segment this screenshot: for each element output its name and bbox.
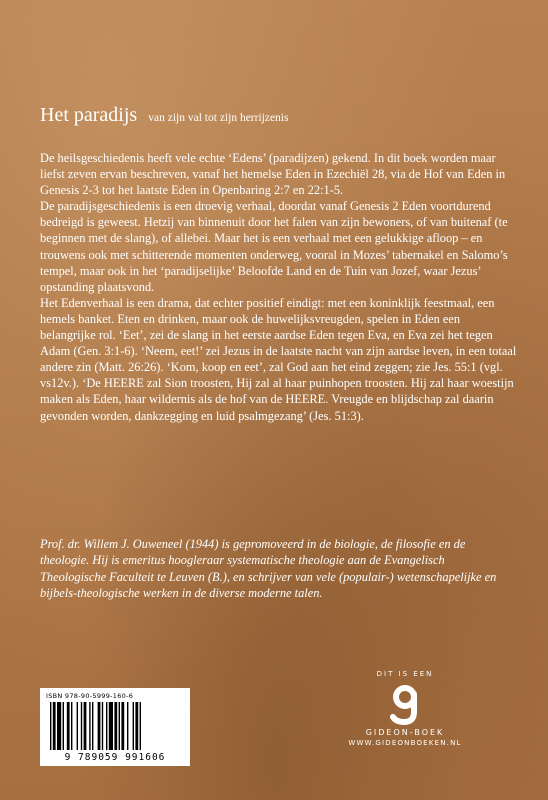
book-subtitle: van zijn val tot zijn herrijzenis bbox=[148, 112, 289, 124]
barcode-bars bbox=[50, 702, 180, 750]
author-bio: Prof. dr. Willem J. Ouweneel (1944) is gepromoveerd in de biologie, de filosofie en de theologie. Hij is emeritus hoogleraar systematische theologie aan de Evangelisch Theologische Faculteit te Leuven (B.), en schrijver van vele (populair-) wetenschapelijke en bijbels-theologische werken in de diverse moderne talen. bbox=[40, 537, 497, 601]
publisher-tagline: DIT IS EEN bbox=[376, 670, 434, 678]
publisher-block bbox=[330, 670, 480, 747]
publisher-url: WWW.GIDEONBOEKEN.NL bbox=[348, 739, 462, 747]
title-row bbox=[40, 104, 288, 127]
isbn-label: ISBN 978-90-5999-160-6 bbox=[46, 692, 134, 700]
isbn-digits: 9 789059 991606 bbox=[64, 752, 166, 763]
blurb-paragraph-1: De heilsgeschiedenis heeft vele echte ‘Edens’ (paradijzen) gekend. In dit boek worden maar liefst zeven ervan beschreven, vanaf het hemelse Eden in Ezechiël 28, via de Hof van Eden in Genesis 2-3 tot het laatste Eden in Openbaring 2:7 en 22:1-5. bbox=[40, 151, 506, 198]
blurb-paragraph-2: De paradijsgeschiedenis is een droevig verhaal, doordat vanaf Genesis 2 Eden voortdurend bedreigd is geweest. Hetzij van binnenuit door het falen van zijn bewoners, of van buitenaf (te beginnen met de slang), of allebei. Maar het is een verhaal met een gelukkige afloop – en trouwens ook met schitterende momenten onderweg, vooral in Mozes’ tabernakel en Salomo’s tempel, maar ook in het ‘paradijselijke’ Beloofde Land en de Tuin van Jozef, waar Jezus’ opstanding plaatsvond. bbox=[40, 199, 508, 294]
blurb bbox=[40, 150, 518, 424]
blurb-paragraph-3: Het Edenverhaal is een drama, dat echter positief eindigt: met een koninklijk feestmaal, een hemels banket. Eten en drinken, maar ook de huwelijksvreugden, spelen in Eden een belangrijke rol. ‘Eet’, zei de slang in het eerste aardse Eden tegen Eva, en Eva zei het tegen Adam (Gen. 3:1-6). ‘Neem, eet!’ zei Jezus in de laatste nacht van zijn aardse leven, in een totaal andere zin (Matt. 26:26). ‘Kom, koop en eet’, zal God aan het eind zeggen; zie Jes. 55:1 (vgl. vs12v.). ‘De HEERE zal Sion troosten, Hij zal al haar puinhopen troosten. Hij zal haar woestijn maken als Eden, haar wildernis als de hof van de HEERE. Vreugde en blijdschap zal daarin gevonden worden, dankzegging en luid psalmgezang’ (Jes. 51:3). bbox=[40, 295, 517, 423]
book-title: Het paradijs bbox=[40, 104, 138, 126]
gideon-logo-icon bbox=[388, 684, 422, 726]
barcode bbox=[40, 688, 190, 766]
publisher-name: GIDEON-BOEK bbox=[365, 728, 445, 737]
